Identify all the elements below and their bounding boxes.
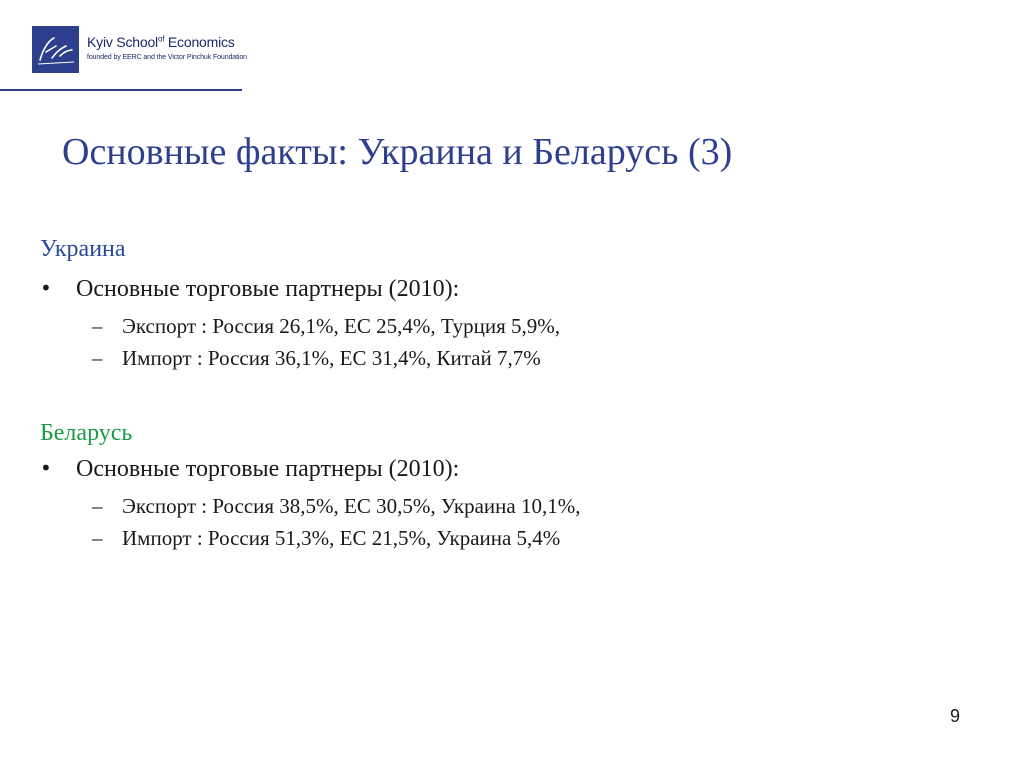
sub-item-text: Экспорт : Россия 26,1%, ЕС 25,4%, Турция 5,9%, bbox=[122, 314, 561, 338]
dash-icon: – bbox=[92, 314, 103, 338]
kse-emblem bbox=[32, 26, 79, 73]
slide-title: Основные факты: Украина и Беларусь (3) bbox=[62, 131, 733, 173]
sub-item-text: Импорт : Россия 36,1%, ЕС 31,4%, Китай 7,7% bbox=[122, 346, 541, 370]
page-number: 9 bbox=[950, 706, 961, 726]
sub-item-text: Импорт : Россия 51,3%, ЕС 21,5%, Украина 5,4% bbox=[122, 526, 561, 550]
logo-tagline: founded by EERC and the Victor Pinchuk Foundation bbox=[87, 54, 247, 61]
sub-item-text: Экспорт : Россия 38,5%, ЕС 30,5%, Украина 10,1%, bbox=[122, 494, 581, 518]
bullet-text: Основные торговые партнеры (2010): bbox=[76, 276, 460, 302]
header-rule bbox=[0, 89, 242, 91]
bullet-icon: • bbox=[40, 456, 52, 480]
section-heading-belarus: Беларусь bbox=[40, 420, 133, 446]
bullet-text: Основные торговые партнеры (2010): bbox=[76, 456, 460, 482]
dash-icon: – bbox=[92, 494, 103, 518]
section-heading-ukraine: Украина bbox=[40, 236, 126, 262]
logo-name: Kyiv School$^{of}$ Economics bbox=[87, 34, 235, 50]
dash-icon: – bbox=[92, 526, 103, 550]
bullet-icon: • bbox=[40, 276, 52, 300]
kse-logo bbox=[32, 26, 252, 76]
dash-icon: – bbox=[92, 346, 103, 370]
